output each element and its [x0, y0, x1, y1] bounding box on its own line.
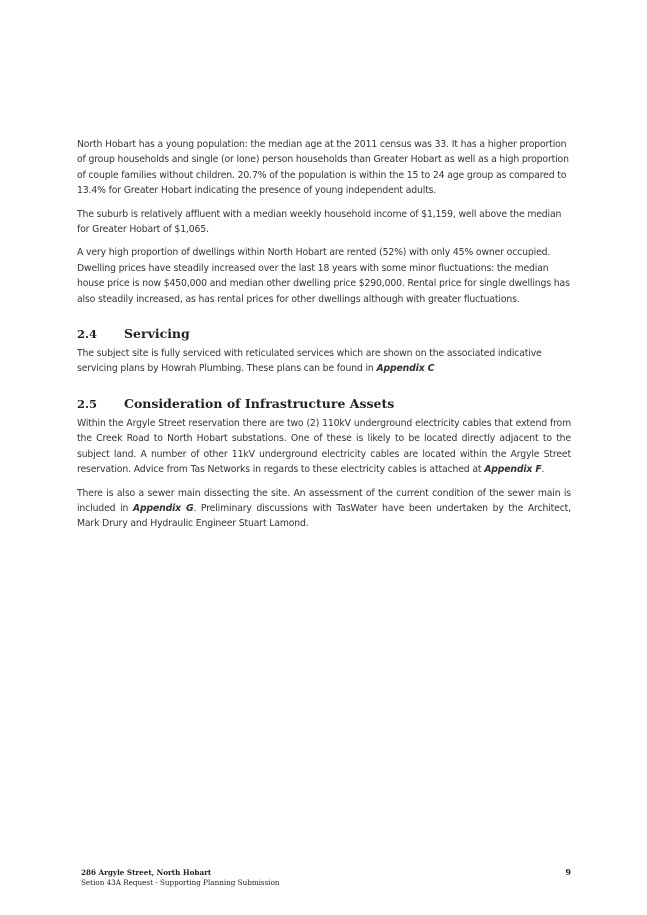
appendix-c-reference: Appendix C: [376, 363, 435, 375]
document-body: [77, 137, 571, 540]
paragraph-population: North Hobart has a young population: the median age at the 2011 census was 33. It has a higher proportion of group households and single (or lone) person households than Greater Hobart as well as a high proportion of couple families without children. 20.7% of the population is within the 15 to 24 age group as compared to 13.4% for Greater Hobart indicating the presence of young independent adults.: [77, 139, 569, 197]
page-footer: [81, 868, 571, 887]
paragraph-end: .: [541, 464, 545, 476]
section-title: Consideration of Infrastructure Assets: [124, 395, 395, 411]
section-title: Servicing: [124, 326, 190, 342]
paragraph-servicing: [77, 346, 571, 377]
paragraph-dwellings: A very high proportion of dwellings within North Hobart are rented (52%) with only 45% owner occupied. Dwelling prices have steadily increased over the last 18 years with some minor fluctuations: the median house price is now $450,000 and median other dwelling price $290,000. Rental price for single dwellings has also steadily increased, as has rental prices for other dwellings although with greater fluctuations.: [77, 247, 570, 305]
section-heading-infrastructure: [77, 396, 571, 411]
footer-address: 286 Argyle Street, North Hobart: [81, 868, 212, 877]
paragraph-text: The subject site is fully serviced with reticulated services which are shown on the associated indicative servicing plans by Howrah Plumbing. These plans can be found in: [77, 348, 542, 375]
paragraph-text: Within the Argyle Street reservation there are two (2) 110kV underground electricity cables that extend from the Creek Road to North Hobart substations. One of these is likely to be located directly adjacent to the subject land. A number of other 11kV underground electricity cables are located within the Argyle Street reservation. Advice from Tas Networks in regards to these electricity cables is attached at: [77, 417, 571, 476]
section-number: 2.4: [77, 327, 98, 342]
paragraph-text: There is also a sewer main dissecting the site. An assessment of the current condition of the sewer main is included in: [77, 487, 571, 514]
page-number: 9: [565, 867, 571, 877]
section-heading-servicing: [77, 326, 571, 341]
appendix-g-reference: Appendix G: [132, 502, 194, 514]
paragraph-electricity: [77, 416, 571, 478]
paragraph-end: . Preliminary discussions with TasWater have been undertaken by the Architect, Mark Drury and Hydraulic Engineer Stuart Lamond.: [77, 502, 571, 530]
appendix-f-reference: Appendix F: [484, 464, 542, 476]
section-number: 2.5: [77, 396, 98, 411]
footer-subtitle: Setion 43A Request - Supporting Planning Submission: [81, 877, 280, 887]
paragraph-sewer: [77, 486, 571, 532]
paragraph-income: The suburb is relatively affluent with a median weekly household income of $1,159, well above the median for Greater Hobart of $1,065.: [77, 208, 562, 236]
